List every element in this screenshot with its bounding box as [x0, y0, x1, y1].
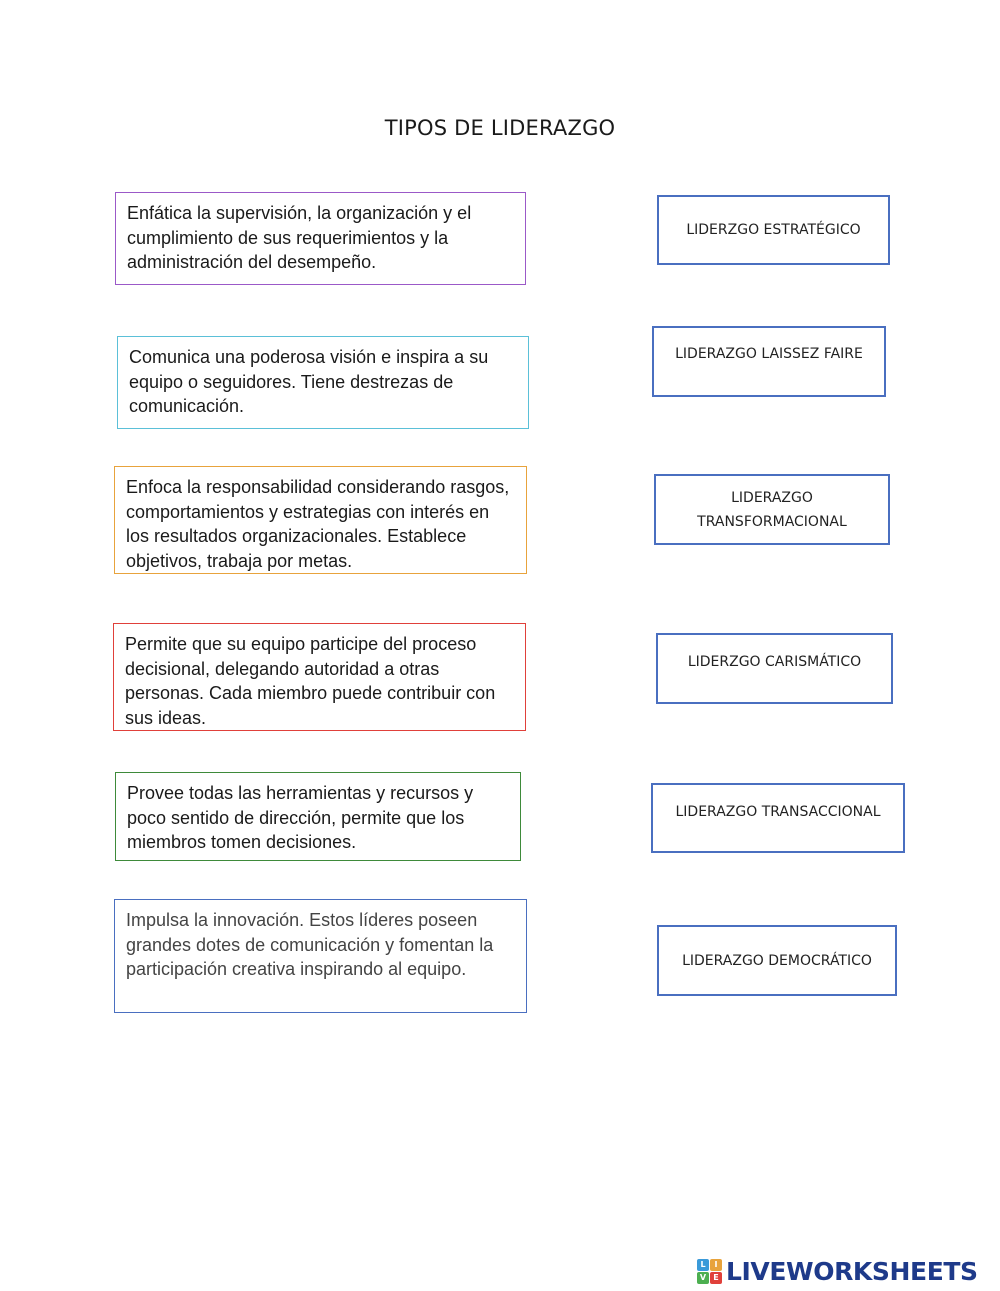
description-box-3: [114, 466, 527, 574]
option-box-liderzgo-estrategico[interactable]: [657, 195, 890, 265]
description-text: Enfoca la responsabilidad considerando rasgos, comportamientos y estrategias con interés en los resultados organizacionales. Establece objetivos, trabaja por metas.: [126, 477, 510, 571]
option-label: LIDERAZGO TRANSACCIONAL: [675, 804, 881, 820]
option-box-liderazgo-transaccional[interactable]: [651, 783, 905, 853]
description-box-5: [115, 772, 521, 861]
logo-cell-e: E: [710, 1272, 722, 1284]
option-box-liderazgo-democratico[interactable]: [657, 925, 897, 996]
description-box-1: [115, 192, 526, 285]
option-label: LIDERAZGO: [731, 489, 813, 506]
logo-cell-l: L: [697, 1259, 709, 1271]
description-text: Provee todas las herramientas y recursos y poco sentido de dirección, permite que los miembros tomen decisiones.: [127, 783, 474, 852]
brand-name: LIVEWORKSHEETS: [726, 1256, 978, 1286]
logo-cell-v: V: [697, 1272, 709, 1284]
description-text: Comunica una poderosa visión e inspira a su equipo o seguidores. Tiene destrezas de comunicación.: [129, 347, 489, 416]
description-box-2: [117, 336, 529, 429]
description-box-6: [114, 899, 527, 1013]
option-box-liderazgo-transformacional[interactable]: [654, 474, 890, 545]
description-box-4: [113, 623, 526, 731]
logo-cell-i: I: [710, 1259, 722, 1271]
option-box-liderzgo-carismatico[interactable]: [656, 633, 893, 704]
liveworksheets-logo: [697, 1256, 978, 1286]
option-label: LIDERAZGO LAISSEZ FAIRE: [675, 346, 863, 362]
option-label-line2: TRANSFORMACIONAL: [697, 513, 847, 530]
option-box-liderazgo-laissez-faire[interactable]: [652, 326, 886, 397]
description-text: Permite que su equipo participe del proceso decisional, delegando autoridad a otras personas. Cada miembro puede contribuir con sus ideas.: [125, 634, 496, 728]
option-label: LIDERZGO ESTRATÉGICO: [686, 222, 861, 238]
worksheet-title: TIPOS DE LIDERAZGO: [384, 116, 616, 140]
liveworksheets-icon: [697, 1259, 722, 1284]
option-label: LIDERAZGO DEMOCRÁTICO: [682, 952, 872, 969]
option-label: LIDERZGO CARISMÁTICO: [687, 654, 862, 670]
description-text: Impulsa la innovación. Estos líderes poseen grandes dotes de comunicación y fomentan la participación creativa inspirando al equipo.: [126, 910, 494, 979]
description-text: Enfática la supervisión, la organización y el cumplimiento de sus requerimientos y la administración del desempeño.: [127, 203, 472, 272]
